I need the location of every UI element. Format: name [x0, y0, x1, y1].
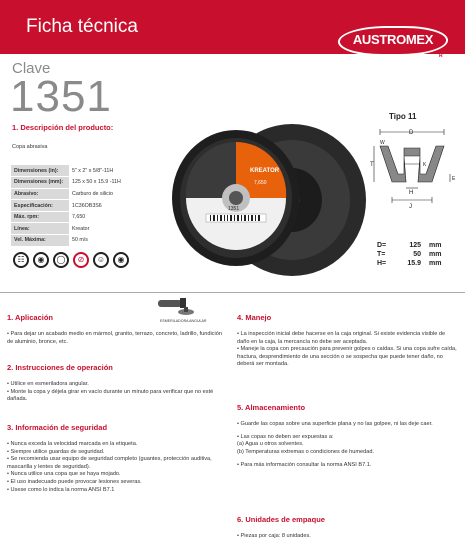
- seguridad-item: • Se recomienda usar equipo de seguridad completo (guantes, protección auditiva, mascarilla y lentes de seguridad).: [7, 456, 212, 470]
- spec-value: 125 x 50 x 15.9 -11H: [69, 177, 161, 189]
- label-line2: 7,650: [254, 180, 267, 186]
- dim-key: D=: [377, 242, 387, 249]
- almacenamiento-item: (a) Agua u otros solventes.: [237, 441, 304, 448]
- spec-key: Especificación:: [11, 200, 69, 212]
- dim-row: [377, 241, 441, 250]
- dim-row: [377, 259, 441, 268]
- spec-value: 50 m/s: [69, 235, 161, 247]
- instrucciones-item: • Monte la copa y déjela girar en vacío durante un minuto para verificar que no esté dañada.: [7, 388, 214, 403]
- spec-key: Máx. rpm:: [11, 211, 69, 223]
- grinder-caption: ESMERILADORA ANGULAR: [160, 319, 207, 323]
- cup-wheel-front: [172, 130, 300, 266]
- section-almacenamiento-title: 5. Almacenamiento: [237, 403, 306, 412]
- dim-label-h: H: [409, 190, 414, 196]
- seguridad-item: • Usese como lo indica la norma ANSI B7.1: [7, 486, 115, 493]
- section-manejo-title: 4. Manejo: [237, 313, 272, 322]
- dim-label-j: J: [409, 204, 412, 210]
- seguridad-item: • El uso inadecuado puede provocar lesiones severas.: [7, 478, 142, 485]
- logo-text: AUSTROMEX: [352, 32, 434, 47]
- austromex-logo: [338, 26, 448, 58]
- dim-label-k: K: [423, 162, 427, 168]
- dim-label-d: D: [409, 130, 414, 136]
- dim-label-e: E: [452, 176, 456, 182]
- diagram-dims: [377, 241, 441, 268]
- section-empaque-text: [237, 533, 459, 541]
- spec-row: [11, 235, 161, 247]
- dim-value: 50: [413, 251, 421, 258]
- diagram-title: Tipo 11: [389, 112, 417, 121]
- type11-diagram: [370, 126, 462, 210]
- spec-table: [11, 165, 161, 247]
- no-wet-grinding-icon: ⊘: [73, 252, 89, 268]
- dim-label-w: W: [380, 140, 385, 146]
- almacenamiento-item: • Guarde las copas sobre una superficie plana y no las golpee, ni las deje caer.: [237, 421, 433, 427]
- spec-row: [11, 188, 161, 200]
- spec-key: Vel. Máxima:: [11, 235, 69, 247]
- spec-row: [11, 200, 161, 212]
- registered-mark: R: [439, 53, 443, 59]
- dim-value: 15.9: [407, 260, 421, 267]
- clave-label: Clave: [12, 60, 51, 77]
- spec-key: Dimensiones (in):: [11, 165, 69, 177]
- section-instrucciones-text: [7, 381, 227, 404]
- spec-row: [11, 223, 161, 235]
- label-line3: 1351: [228, 206, 240, 212]
- spec-value: 1C36OB3S6: [69, 200, 161, 212]
- section-aplicacion-title: 1. Aplicación: [7, 313, 53, 322]
- spec-row: [11, 177, 161, 189]
- spec-value: 7,650: [69, 211, 161, 223]
- label-line1: KREATOR: [250, 168, 280, 174]
- section-seguridad-text: [7, 441, 227, 494]
- almacenamiento-item: • Para más información consultar la norma ANSI B7.1.: [237, 462, 372, 469]
- dim-key: H=: [377, 260, 387, 267]
- read-manual-icon: ☷: [13, 252, 29, 268]
- eye-protection-icon: ◯: [53, 252, 69, 268]
- seguridad-item: • Nunca utilice una copa que se haya mojado.: [7, 471, 121, 478]
- dim-key: T=: [377, 251, 386, 258]
- empaque-paragraph: • Piezas por caja: 8 unidades.: [237, 533, 311, 539]
- description-title: 1. Descripción del producto:: [12, 123, 114, 132]
- dim-unit: mm: [429, 242, 442, 249]
- section-empaque-title: 6. Unidades de empaque: [237, 515, 325, 524]
- description-text: Copa abrasiva: [12, 144, 48, 150]
- spec-row: [11, 165, 161, 177]
- spec-row: [11, 211, 161, 223]
- spec-value: Carburo de silicio: [69, 188, 161, 200]
- dim-value: 125: [409, 242, 421, 249]
- page-title: Ficha técnica: [26, 16, 138, 37]
- manejo-item: • Maneje la copa con precaución para prevenir golpes o caídas. Si una copa sufre caída, fractura, desprendimiento de una sección o se sospecha que puede tener daño, no deberá ser montada.: [237, 346, 457, 368]
- seguridad-item: • Nunca exceda la velocidad marcada en la etiqueta.: [7, 441, 138, 447]
- section-almacenamiento-text: [237, 421, 459, 470]
- spec-key: Dimensiones (mm):: [11, 177, 69, 189]
- seguridad-item: • Siempre utilice guardas de seguridad.: [7, 448, 105, 455]
- product-image: [170, 114, 370, 290]
- helmet-icon: ◉: [113, 252, 129, 268]
- section-instrucciones-title: 2. Instrucciones de operación: [7, 363, 113, 372]
- divider: [0, 292, 465, 293]
- section-seguridad-title: 3. Información de seguridad: [7, 423, 108, 432]
- section-aplicacion-text: [7, 331, 227, 346]
- dim-row: [377, 250, 441, 259]
- almacenamiento-item: (b) Temperaturas extremas o condiciones de humedad.: [237, 448, 375, 455]
- barcode: [210, 215, 260, 221]
- spec-key: Línea:: [11, 223, 69, 235]
- aplicacion-paragraph: • Para dejar un acabado medio en mármol, granito, terrazo, concreto, ladrillo, fundición de aluminio, bronce, etc.: [7, 331, 222, 345]
- section-manejo-text: [237, 331, 459, 369]
- almacenamiento-item: • Las copas no deben ser expuestas a:: [237, 433, 334, 440]
- dim-unit: mm: [429, 260, 442, 267]
- spec-key: Abrasivo:: [11, 188, 69, 200]
- instrucciones-item: • Utilice en esmeriladora angular.: [7, 381, 89, 387]
- manejo-item: • La inspección inicial debe hacerse en la caja original. Si existe evidencia visible de daño en la caja, la mercancía no debe ser aceptada.: [237, 331, 446, 345]
- face-shield-icon: ☺: [93, 252, 109, 268]
- spec-value: 5" x 2" x 5/8"-11H: [69, 165, 161, 177]
- clave-number: 1351: [10, 72, 112, 121]
- dim-label-t: T: [370, 162, 374, 168]
- dim-unit: mm: [429, 251, 442, 258]
- spec-value: Kreator: [69, 223, 161, 235]
- hearing-protection-icon: ◉: [33, 252, 49, 268]
